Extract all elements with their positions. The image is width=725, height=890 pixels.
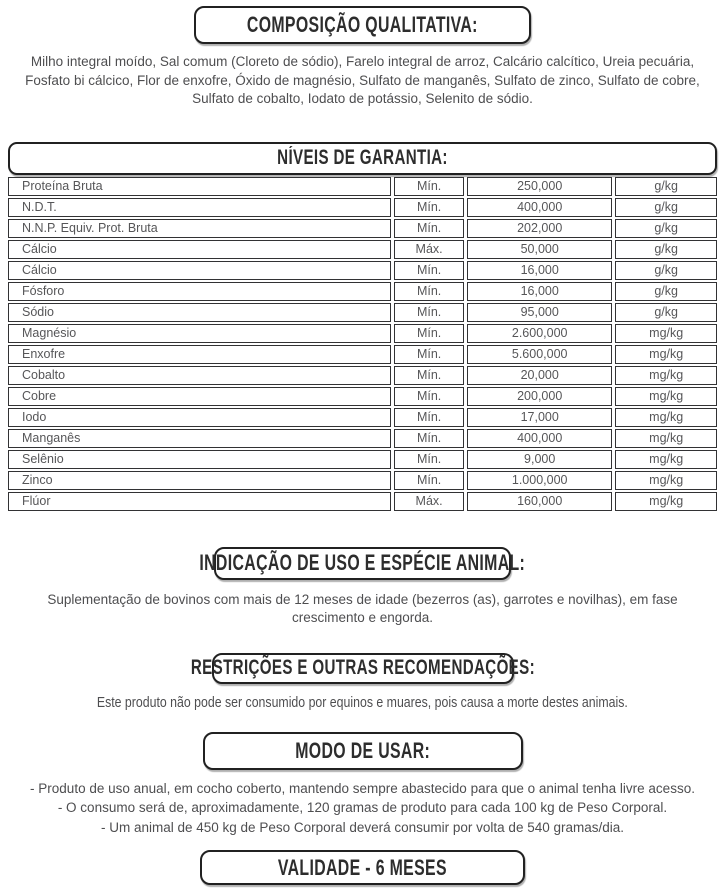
validade-header-box bbox=[200, 850, 525, 885]
cell-unit: mg/kg bbox=[615, 408, 717, 427]
modo-header-box bbox=[203, 732, 523, 770]
cell-limit: Mín. bbox=[394, 198, 464, 217]
table-row bbox=[8, 408, 717, 427]
cell-unit: mg/kg bbox=[615, 366, 717, 385]
table-row bbox=[8, 324, 717, 343]
table-row bbox=[8, 219, 717, 238]
cell-value: 250,000 bbox=[467, 177, 612, 196]
table-row bbox=[8, 387, 717, 406]
garantia-table-body bbox=[8, 177, 717, 511]
cell-unit: g/kg bbox=[615, 177, 717, 196]
cell-limit: Mín. bbox=[394, 219, 464, 238]
cell-limit: Mín. bbox=[394, 261, 464, 280]
table-row bbox=[8, 177, 717, 196]
niveis-header-box bbox=[8, 142, 717, 175]
cell-nutrient: N.N.P. Equiv. Prot. Bruta bbox=[8, 219, 391, 238]
cell-limit: Mín. bbox=[394, 366, 464, 385]
indicacao-body: Suplementação de bovinos com mais de 12 meses de idade (bezerros (as), garrotes e novilhas), em fase crescimento e engorda. bbox=[47, 591, 678, 625]
cell-nutrient: Cobalto bbox=[8, 366, 391, 385]
cell-nutrient: Enxofre bbox=[8, 345, 391, 364]
cell-nutrient: Cobre bbox=[8, 387, 391, 406]
cell-limit: Máx. bbox=[394, 492, 464, 511]
cell-nutrient: Sódio bbox=[8, 303, 391, 322]
cell-value: 2.600,000 bbox=[467, 324, 612, 343]
cell-unit: mg/kg bbox=[615, 387, 717, 406]
cell-nutrient: N.D.T. bbox=[8, 198, 391, 217]
cell-value: 95,000 bbox=[467, 303, 612, 322]
cell-value: 16,000 bbox=[467, 282, 612, 301]
cell-limit: Mín. bbox=[394, 177, 464, 196]
cell-unit: g/kg bbox=[615, 240, 717, 259]
modo-line-3: - Um animal de 450 kg de Peso Corporal deverá consumir por volta de 540 gramas/dia. bbox=[100, 819, 625, 835]
modo-line-2: - O consumo será de, aproximadamente, 120 gramas de produto para cada 100 kg de Peso Corporal. bbox=[57, 800, 668, 815]
cell-limit: Mín. bbox=[394, 450, 464, 469]
cell-nutrient: Fósforo bbox=[8, 282, 391, 301]
section-modo bbox=[0, 732, 725, 838]
cell-limit: Mín. bbox=[394, 387, 464, 406]
cell-value: 202,000 bbox=[467, 219, 612, 238]
table-row bbox=[8, 261, 717, 280]
restricoes-title: RESTRIÇÕES E OUTRAS RECOMENDAÇÕES: bbox=[190, 656, 535, 679]
restricoes-header-box bbox=[190, 653, 535, 684]
table-row bbox=[8, 450, 717, 469]
cell-value: 20,000 bbox=[467, 366, 612, 385]
cell-value: 400,000 bbox=[467, 429, 612, 448]
garantia-table bbox=[5, 175, 720, 513]
cell-nutrient: Magnésio bbox=[8, 324, 391, 343]
table-row bbox=[8, 471, 717, 490]
cell-value: 5.600,000 bbox=[467, 345, 612, 364]
cell-limit: Mín. bbox=[394, 471, 464, 490]
validade-title: VALIDADE - 6 MESES bbox=[277, 854, 448, 880]
cell-limit: Mín. bbox=[394, 345, 464, 364]
composicao-title: COMPOSIÇÃO QUALITATIVA: bbox=[247, 12, 478, 37]
cell-nutrient: Cálcio bbox=[8, 240, 391, 259]
cell-unit: g/kg bbox=[615, 261, 717, 280]
cell-unit: mg/kg bbox=[615, 492, 717, 511]
cell-nutrient: Proteína Bruta bbox=[8, 177, 391, 196]
cell-nutrient: Cálcio bbox=[8, 261, 391, 280]
table-row bbox=[8, 240, 717, 259]
cell-unit: mg/kg bbox=[615, 429, 717, 448]
table-row bbox=[8, 429, 717, 448]
table-row bbox=[8, 492, 717, 511]
composicao-body: Milho integral moído, Sal comum (Cloreto de sódio), Farelo integral de arroz, Calcário calcítico, Ureia pecuária, Fosfato bi cálcico, Flor de enxofre, Óxido de magnésio, Sulfato de manganês, Sulfato de zinco, Sulfato de cobre, Sulfato de cobalto, Iodato de potássio, Selenito de sódio. bbox=[25, 54, 700, 106]
cell-nutrient: Flúor bbox=[8, 492, 391, 511]
modo-body bbox=[5, 779, 721, 838]
cell-value: 9,000 bbox=[467, 450, 612, 469]
section-composicao bbox=[0, 6, 725, 109]
section-restricoes bbox=[0, 653, 725, 711]
cell-limit: Mín. bbox=[394, 324, 464, 343]
cell-limit: Máx. bbox=[394, 240, 464, 259]
cell-value: 160,000 bbox=[467, 492, 612, 511]
cell-nutrient: Selênio bbox=[8, 450, 391, 469]
cell-limit: Mín. bbox=[394, 408, 464, 427]
cell-nutrient: Iodo bbox=[8, 408, 391, 427]
cell-limit: Mín. bbox=[394, 303, 464, 322]
cell-value: 50,000 bbox=[467, 240, 612, 259]
cell-value: 200,000 bbox=[467, 387, 612, 406]
cell-value: 17,000 bbox=[467, 408, 612, 427]
cell-unit: g/kg bbox=[615, 219, 717, 238]
restricoes-body-text: Este produto não pode ser consumido por equinos e muares, pois causa a morte destes animais. bbox=[97, 694, 628, 711]
table-row bbox=[8, 345, 717, 364]
table-row bbox=[8, 366, 717, 385]
section-indicacao bbox=[0, 547, 725, 628]
modo-line-1: - Produto de uso anual, em cocho coberto, mantendo sempre abastecido para que o animal tenha livre acesso. bbox=[30, 780, 695, 796]
cell-value: 1.000,000 bbox=[467, 471, 612, 490]
cell-limit: Mín. bbox=[394, 429, 464, 448]
section-validade bbox=[0, 850, 725, 885]
composicao-header-box bbox=[194, 6, 531, 44]
cell-unit: g/kg bbox=[615, 303, 717, 322]
modo-title: MODO DE USAR: bbox=[295, 737, 430, 763]
indicacao-header-box bbox=[199, 547, 526, 580]
cell-unit: g/kg bbox=[615, 282, 717, 301]
cell-nutrient: Manganês bbox=[8, 429, 391, 448]
table-row bbox=[8, 303, 717, 322]
cell-unit: g/kg bbox=[615, 198, 717, 217]
cell-value: 16,000 bbox=[467, 261, 612, 280]
cell-value: 400,000 bbox=[467, 198, 612, 217]
cell-unit: mg/kg bbox=[615, 345, 717, 364]
table-row bbox=[8, 198, 717, 217]
cell-limit: Mín. bbox=[394, 282, 464, 301]
cell-nutrient: Zinco bbox=[8, 471, 391, 490]
cell-unit: mg/kg bbox=[615, 450, 717, 469]
niveis-title: NÍVEIS DE GARANTIA: bbox=[277, 146, 448, 169]
section-niveis bbox=[0, 142, 725, 513]
restricoes-body bbox=[0, 695, 725, 711]
table-row bbox=[8, 282, 717, 301]
cell-unit: mg/kg bbox=[615, 471, 717, 490]
indicacao-title: INDICAÇÃO DE USO E ESPÉCIE ANIMAL: bbox=[199, 550, 526, 575]
cell-unit: mg/kg bbox=[615, 324, 717, 343]
